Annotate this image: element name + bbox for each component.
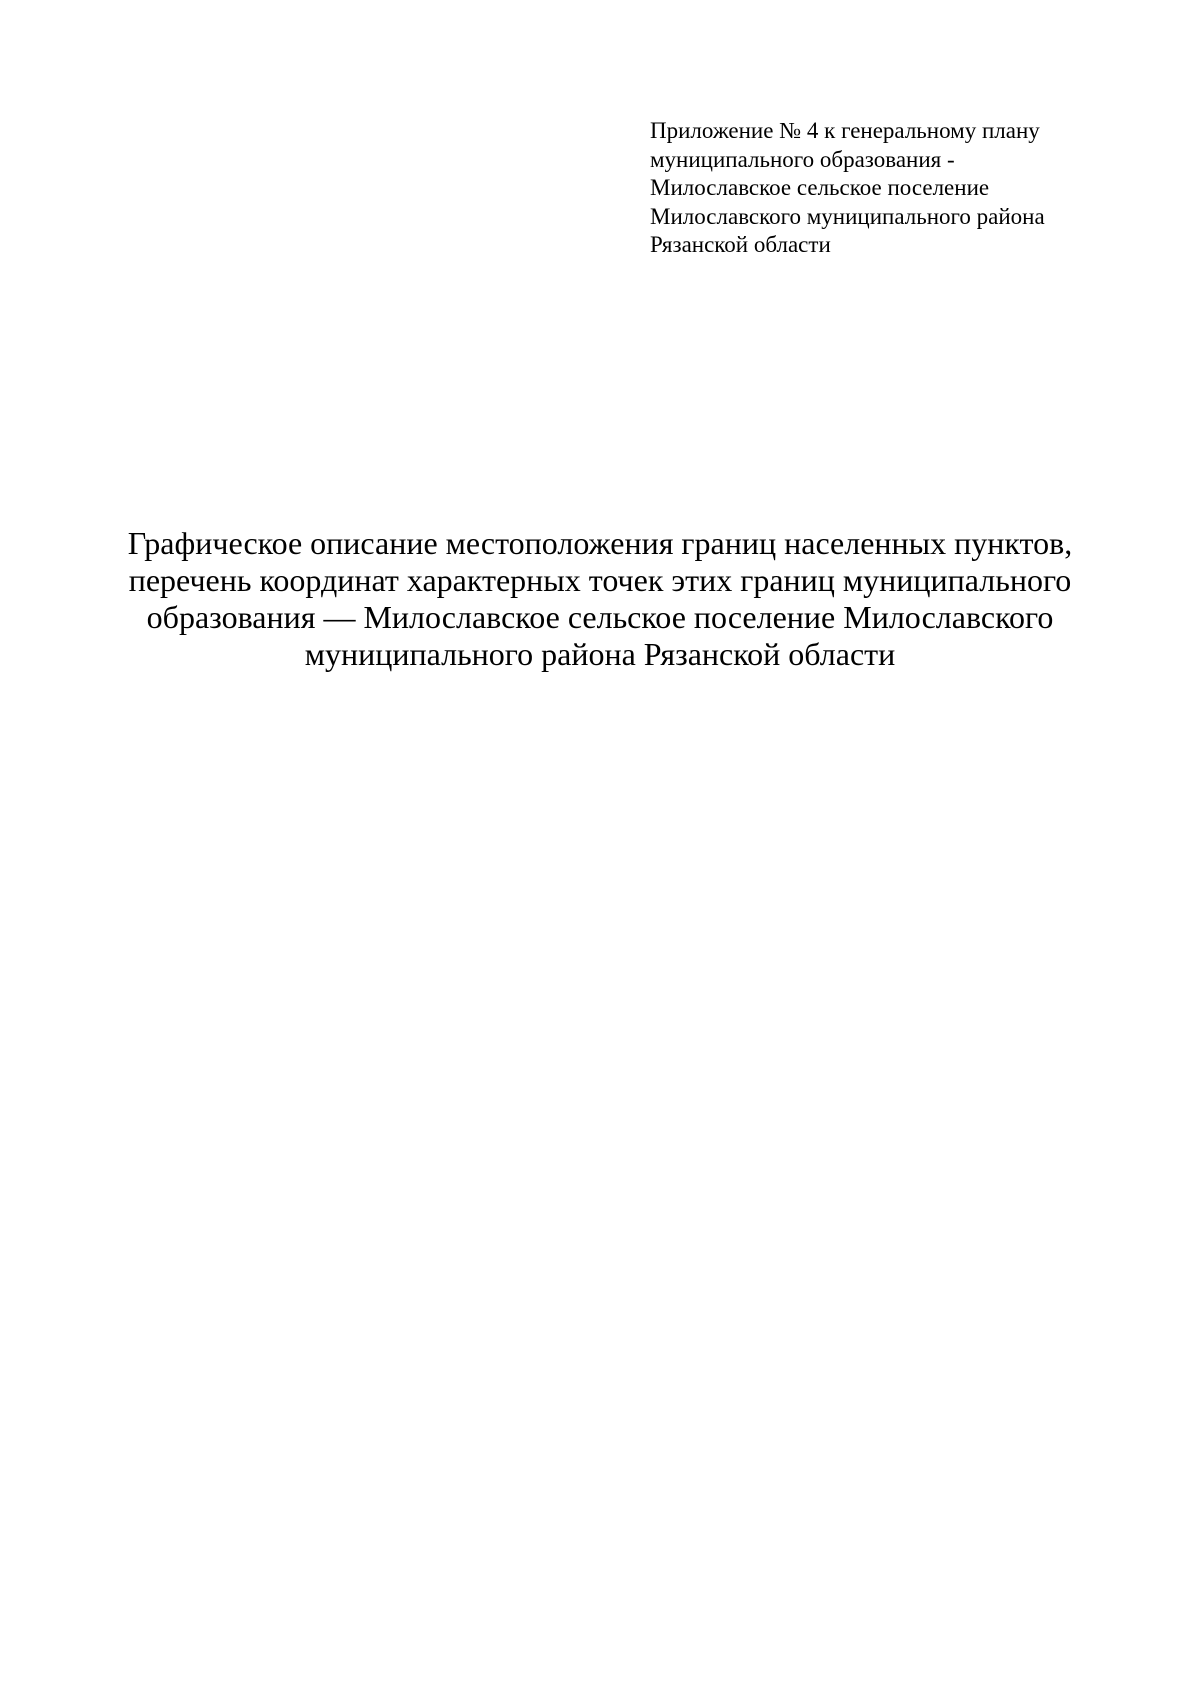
- document-title: [100, 525, 1100, 673]
- appendix-note-line: Рязанской области: [650, 232, 831, 257]
- appendix-note-line: Милославское сельское поселение: [650, 175, 990, 200]
- appendix-note: [650, 117, 1150, 260]
- document-title-line: муниципального района Рязанской области: [304, 636, 896, 672]
- appendix-note-line: Милославского муниципального района: [650, 203, 1045, 229]
- appendix-note-line: Приложение № 4 к генеральному плану: [650, 118, 1040, 143]
- document-title-line: образования — Милославское сельское поселение Милославского: [146, 599, 1054, 635]
- document-title-line: Графическое описание местоположения границ населенных пунктов,: [127, 525, 1073, 561]
- document-title-line: перечень координат характерных точек этих границ муниципального: [128, 562, 1072, 598]
- appendix-note-line: муниципального образования -: [650, 146, 955, 172]
